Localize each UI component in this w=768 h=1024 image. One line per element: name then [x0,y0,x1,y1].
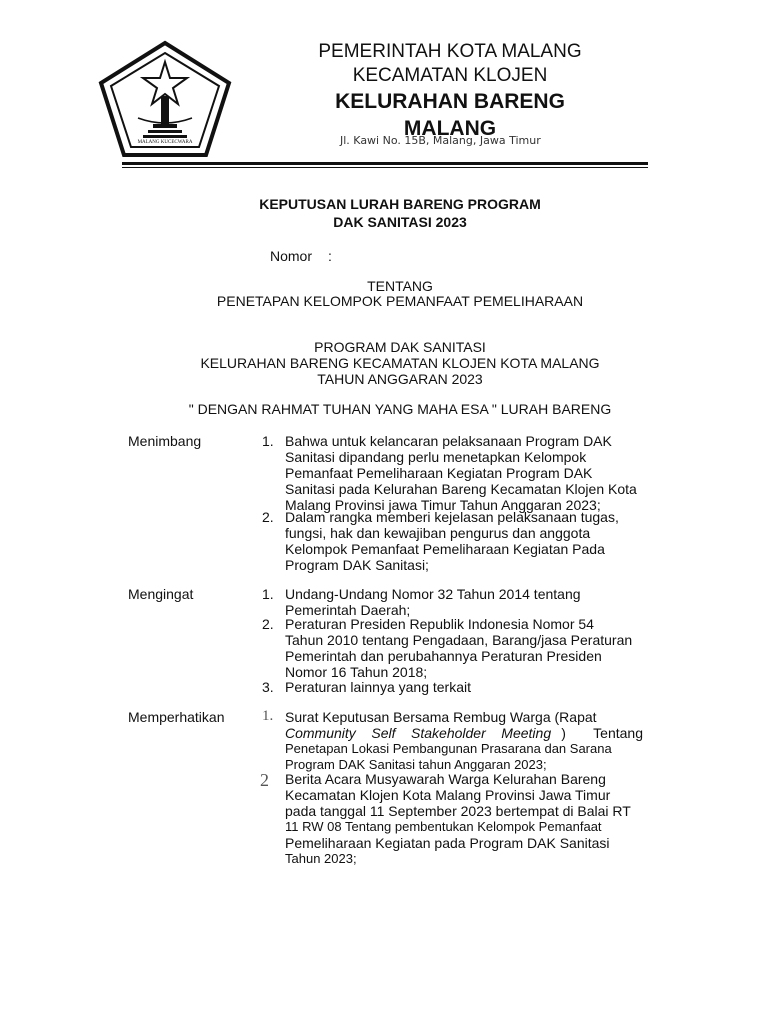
text-line: Kecamatan Klojen Kota Malang Provinsi Jawa Timur [285,787,611,803]
letterhead [300,40,600,142]
text-line: Bahwa untuk kelancaran pelaksanaan Program DAK [285,433,612,449]
tentang-subject: PENETAPAN KELOMPOK PEMANFAAT PEMELIHARAAN [216,293,584,309]
village-line: KELURAHAN BARENG [335,90,565,113]
text-line: 11 RW 08 Tentang pembentukan Kelompok Pemanfaat [285,819,602,834]
text-line: Sanitasi dipandang perlu menetapkan Kelompok [285,449,587,465]
text-line: Dalam rangka memberi kejelasan pelaksanaan tugas, [285,509,619,525]
item-number: 3. [262,679,274,695]
section-label-menimbang: Menimbang [128,433,202,449]
document-title-line2: DAK SANITASI 2023 [333,214,467,230]
section-label-mengingat: Mengingat [128,586,194,602]
text-fragment: ) Tentang [561,725,643,741]
gov-line: PEMERINTAH KOTA MALANG [318,41,582,62]
address: Jl. Kawi No. 15B, Malang, Jawa Timur [340,134,541,147]
menimbang-item-2 [285,509,643,573]
logo-motto: MALANG KUCECWARA [137,140,193,145]
item-number: 1. [262,708,274,724]
text-line: fungsi, hak dan kewajiban pengurus dan anggota [285,525,591,541]
mengingat-item-2 [285,616,643,680]
header-rule-thick [122,162,648,165]
item-number: 2. [262,616,274,632]
italic-phrase: Community Self Stakeholder Meeting [285,725,552,741]
text-line: Penetapan Lokasi Pembangunan Prasarana dan Sarana [285,741,612,756]
district-line: KECAMATAN KLOJEN [352,65,548,86]
city-line: MALANG [403,117,497,140]
item-number: 1. [262,433,274,449]
text-line: Tahun 2023; [285,851,357,866]
mengingat-item-3 [285,679,643,695]
text-line: Tahun 2010 tentang Pengadaan, Barang/jasa Peraturan [285,632,633,648]
nomor-label: Nomor [270,248,313,264]
item-number: 2. [262,509,274,525]
text-line: Pemanfaat Pemeliharaan Kegiatan Program DAK [285,465,593,481]
text-line: Program DAK Sanitasi; [285,557,429,573]
text-line: Nomor 16 Tahun 2018; [285,664,428,680]
text-line: Undang-Undang Nomor 32 Tahun 2014 tentang [285,586,581,602]
program-line1: PROGRAM DAK SANITASI [314,339,486,355]
text-line: Malang Provinsi jawa Timur Tahun Anggaran 2023; [285,497,601,513]
text-line: Program DAK Sanitasi tahun Anggaran 2023; [285,757,547,772]
text-line: pada tanggal 11 September 2023 bertempat di Balai RT [285,803,631,819]
program-line2: KELURAHAN BARENG KECAMATAN KLOJEN KOTA MALANG [200,355,600,371]
menimbang-item-1 [285,433,643,513]
text-line: Kelompok Pemanfaat Pemeliharaan Kegiatan Pada [285,541,605,557]
program-line3: TAHUN ANGGARAN 2023 [317,371,483,387]
mengingat-item-1 [285,586,643,618]
text-line: Sanitasi pada Kelurahan Bareng Kecamatan Klojen Kota [285,481,637,497]
item-number: 2 [260,770,269,790]
item-number: 1. [262,586,274,602]
header-rule-thin [122,167,648,168]
text-line: Pemeliharaan Kegiatan pada Program DAK Sanitasi [285,835,610,851]
text-line-italic [285,725,643,741]
memperhatikan-item-1 [285,709,643,773]
opening-phrase: " DENGAN RAHMAT TUHAN YANG MAHA ESA " LURAH BARENG [188,401,612,417]
city-emblem-icon [98,40,232,158]
document-title-line1: KEPUTUSAN LURAH BARENG PROGRAM [259,196,541,212]
nomor-field [270,248,332,264]
text-line: Berita Acara Musyawarah Warga Kelurahan Bareng [285,771,606,787]
text-line: Pemerintah Daerah; [285,602,411,618]
section-label-memperhatikan: Memperhatikan [128,709,225,725]
memperhatikan-item-2 [285,771,643,867]
text-line: Pemerintah dan perubahannya Peraturan Presiden [285,648,602,664]
text-line: Peraturan lainnya yang terkait [285,679,471,695]
nomor-separator: : [328,248,332,264]
tentang-heading: TENTANG [367,278,433,294]
text-line: Peraturan Presiden Republik Indonesia Nomor 54 [285,616,594,632]
text-line: Surat Keputusan Bersama Rembug Warga (Rapat [285,709,597,725]
